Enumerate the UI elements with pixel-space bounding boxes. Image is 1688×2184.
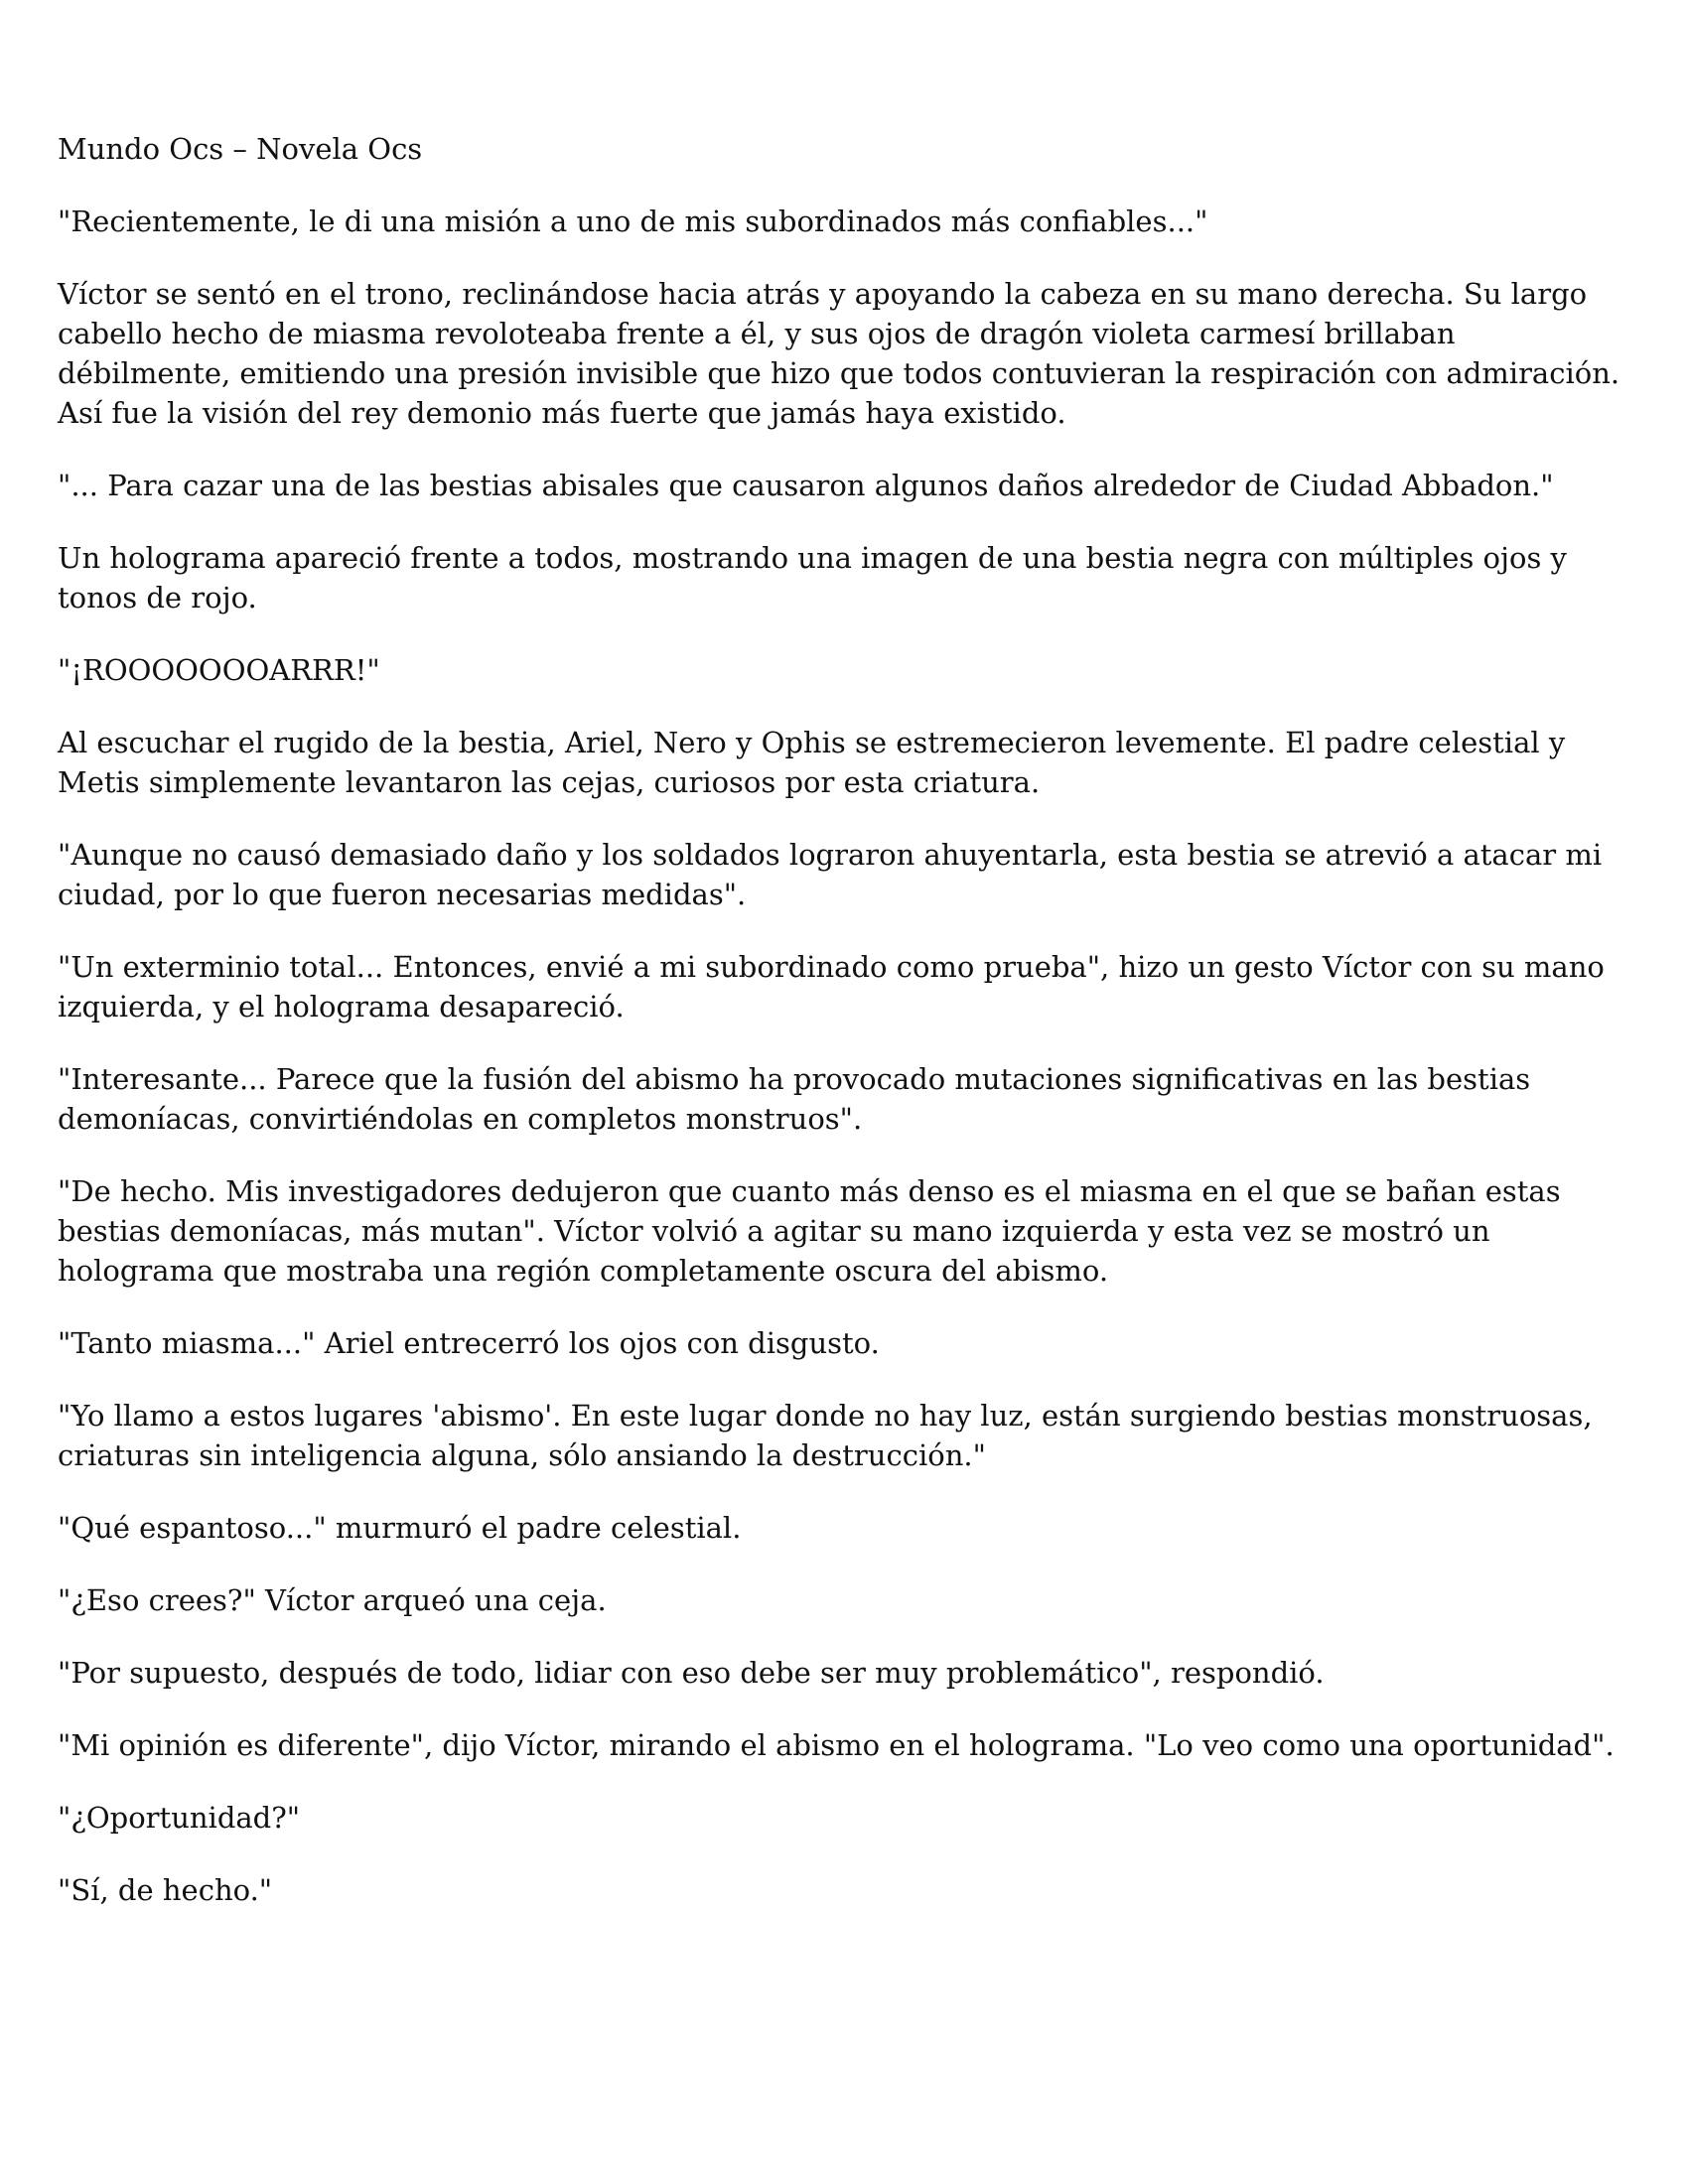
document-page bbox=[58, 129, 1636, 1943]
paragraph-3: "... Para cazar una de las bestias abisales que causaron algunos daños alrededor de Ciudad Abbadon." bbox=[58, 469, 1554, 502]
paragraph-14: "¿Eso crees?" Víctor arqueó una ceja. bbox=[58, 1583, 607, 1617]
paragraph-9: "Interesante... Parece que la fusión del abismo ha provocado mutaciones significativas en las bestias demoníacas, convirtiéndolas en completos monstruos". bbox=[58, 1062, 1531, 1136]
paragraph-6: Al escuchar el rugido de la bestia, Ariel, Nero y Ophis se estremecieron levemente. El padre celestial y Metis simplemente levantaron las cejas, curiosos por esta criatura. bbox=[58, 726, 1566, 799]
paragraph-16: "Mi opinión es diferente", dijo Víctor, mirando el abismo en el holograma. "Lo veo como una oportunidad". bbox=[58, 1728, 1615, 1762]
paragraph-8: "Un exterminio total... Entonces, envié a mi subordinado como prueba", hizo un gesto Víctor con su mano izquierda, y el holograma desapareció. bbox=[58, 950, 1605, 1024]
paragraph-13: "Qué espantoso..." murmuró el padre celestial. bbox=[58, 1511, 742, 1545]
paragraph-1: "Recientemente, le di una misión a uno de mis subordinados más confiables..." bbox=[58, 205, 1208, 238]
paragraph-5: "¡ROOOOOOOARRR!" bbox=[58, 653, 380, 687]
paragraph-15: "Por supuesto, después de todo, lidiar con eso debe ser muy problemático", respondió. bbox=[58, 1656, 1325, 1690]
paragraph-18: "Sí, de hecho." bbox=[58, 1873, 273, 1907]
paragraph-17: "¿Oportunidad?" bbox=[58, 1801, 301, 1835]
paragraph-7: "Aunque no causó demasiado daño y los soldados lograron ahuyentarla, esta bestia se atrevió a atacar mi ciudad, por lo que fueron necesarias medidas". bbox=[58, 838, 1603, 911]
paragraph-11: "Tanto miasma..." Ariel entrecerró los ojos con disgusto. bbox=[58, 1326, 880, 1360]
paragraph-10: "De hecho. Mis investigadores dedujeron que cuanto más denso es el miasma en el que se bañan estas bestias demoníacas, más mutan". Víctor volvió a agitar su mano izquierda y esta vez se mostró un holograma que mostraba una región completamente oscura del abismo. bbox=[58, 1174, 1561, 1288]
paragraph-12: "Yo llamo a estos lugares 'abismo'. En este lugar donde no hay luz, están surgiendo bestias monstruosas, criaturas sin inteligencia alguna, sólo ansiando la destrucción." bbox=[58, 1399, 1593, 1472]
paragraph-4: Un holograma apareció frente a todos, mostrando una imagen de una bestia negra con múltiples ojos y tonos de rojo. bbox=[58, 541, 1567, 614]
document-header: Mundo Ocs – Novela Ocs bbox=[58, 132, 423, 166]
paragraph-2: Víctor se sentó en el trono, reclinándose hacia atrás y apoyando la cabeza en su mano derecha. Su largo cabello hecho de miasma revoloteaba frente a él, y sus ojos de dragón violeta carmesí brillaban débilmente, emitiendo una presión invisible que hizo que todos contuvieran la respiración con admiración. Así fue la visión del rey demonio más fuerte que jamás haya existido. bbox=[58, 277, 1620, 430]
